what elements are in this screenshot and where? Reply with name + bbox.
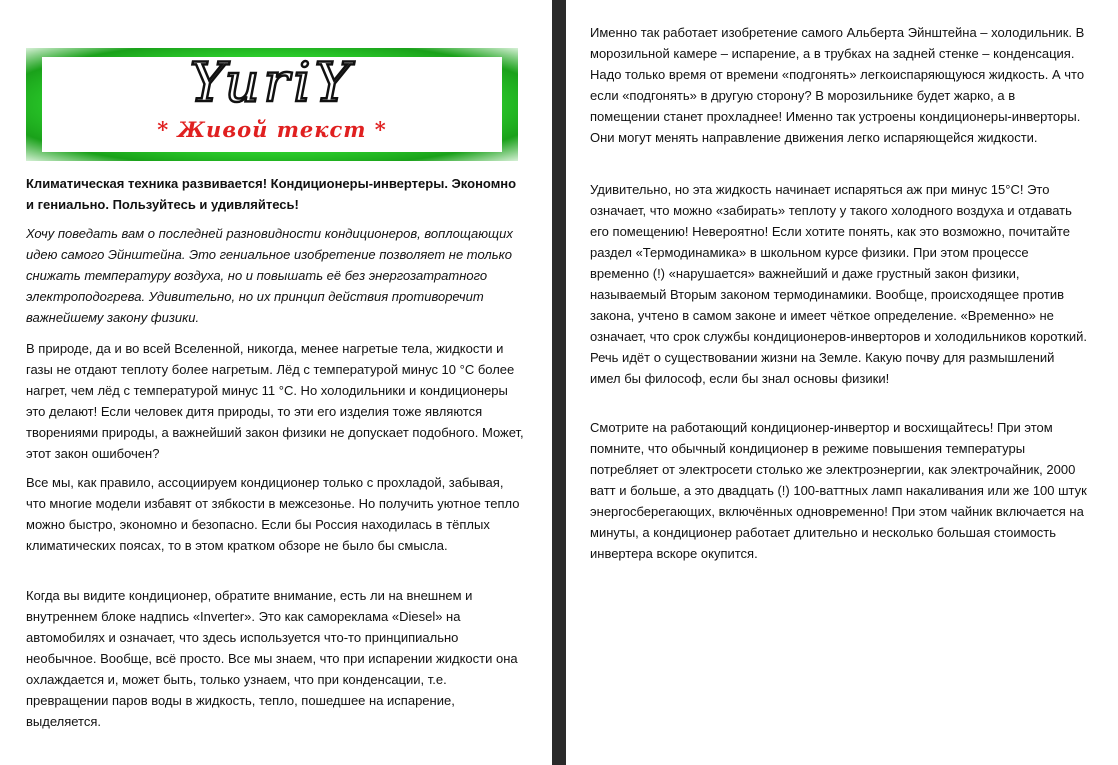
paragraph-conclusion: Смотрите на работающий кондиционер-инвертор и восхищайтесь! При этом помните, что обычный кондиционер в режиме повышения температуры потребляет от электросети столько же электроэнергии, как электрочайник, 2000 ватт и больше, а это двадцать (!) 100-ваттных ламп накаливания или же 100 штук энергосберегающих, включённых одновременно! При этом чайник включается на минуты, а кондиционер работает длительно и несколько большая стоимость инвертера вскоре окупится. [590, 420, 1087, 561]
paragraph-thermodynamics: Удивительно, но эта жидкость начинает испаряться аж при минус 15°С! Это означает, что можно «забирать» теплоту у такого холодного воздуха и отдавать его помещению! Невероятно! Если хотите понять, как это возможно, почитайте раздел «Термодинамика» в школьном курсе физики. При этом процессе временно (!) «нарушается» важнейший и даже грустный закон физики, называемый Вторым законом термодинамики. Вообще, происходящее против закона, учтено в самом законе и имеет чёткое определение. «Временно» не означает, что срок службы кондиционеров-инверторов и холодильников короткий. Речь идёт о существовании жизни на Земле. Какую почву для размышлений имел бы философ, если бы знал основы физики! [590, 182, 1087, 386]
paragraph-inverter: Когда вы видите кондиционер, обратите внимание, есть ли на внешнем и внутреннем блоке надпись «Inverter». Это как самореклама «Diesel» на автомобилях и означает, что здесь используется что-то принципиально необычное. Вообще, всё просто. Все мы знаем, что при испарении жидкости она охлаждается и, может быть, только узнаем, что при конденсации, т.е. превращении паров воды в жидкость, тепло, пошедшее на испарение, выделяется. [26, 588, 518, 729]
logo-banner [26, 48, 518, 161]
paragraph-einstein: Именно так работает изобретение самого Альберта Эйнштейна – холодильник. В морозильной камере – испарение, а в трубках на задней стенке – конденсация. Надо только время от времени «подгонять» легкоиспаряющуюся жидкость. А что если «подгонять» в другую сторону? В морозильнике будет жарко, а в помещении станет прохладнее! Именно так устроены кондиционеры-инверторы. Они могут менять направление движения легко испаряющейся жидкости. [590, 25, 1085, 145]
logo-panel [42, 51, 502, 152]
logo-wordmark: YuriY [189, 51, 355, 114]
headline: Климатическая техника развивается! Кондиционеры-инвертеры. Экономно и гениально. Пользуйтесь и удивляйтесь! [26, 176, 517, 212]
intro-paragraph: Хочу поведать вам о последней разновидности кондиционеров, воплощающих идею самого Эйнштейна. Это гениальное изобретение позволяет не только снижать температуру воздуха, но и повышать её без энергозатратного электроподогрева. Удивительно, но их принцип действия противоречит важнейшему закону физики. [26, 226, 513, 325]
logo-subtitle: * Живой текст * [157, 117, 387, 142]
paragraph-warmth: Все мы, как правило, ассоциируем кондиционер только с прохладой, забывая, что многие модели избавят от зябкости в межсезонье. Но получить уютное тепло можно быстро, экономно и безопасно. Если бы Россия находилась в тёплых климатических поясах, то в этом кратком обзоре не было бы смысла. [26, 475, 520, 553]
paragraph-nature: В природе, да и во всей Вселенной, никогда, менее нагретые тела, жидкости и газы не отдают теплоту более нагретым. Лёд с температурой минус 10 °С более нагрет, чем лёд с температурой минус 11 °С. Но холодильники и кондиционеры это делают! Если человек дитя природы, то эти его изделия тоже являются творениями природы, а важнейший закон физики не допускает подобного. Может, этот закон ошибочен? [26, 341, 524, 461]
page-gutter [552, 0, 566, 765]
